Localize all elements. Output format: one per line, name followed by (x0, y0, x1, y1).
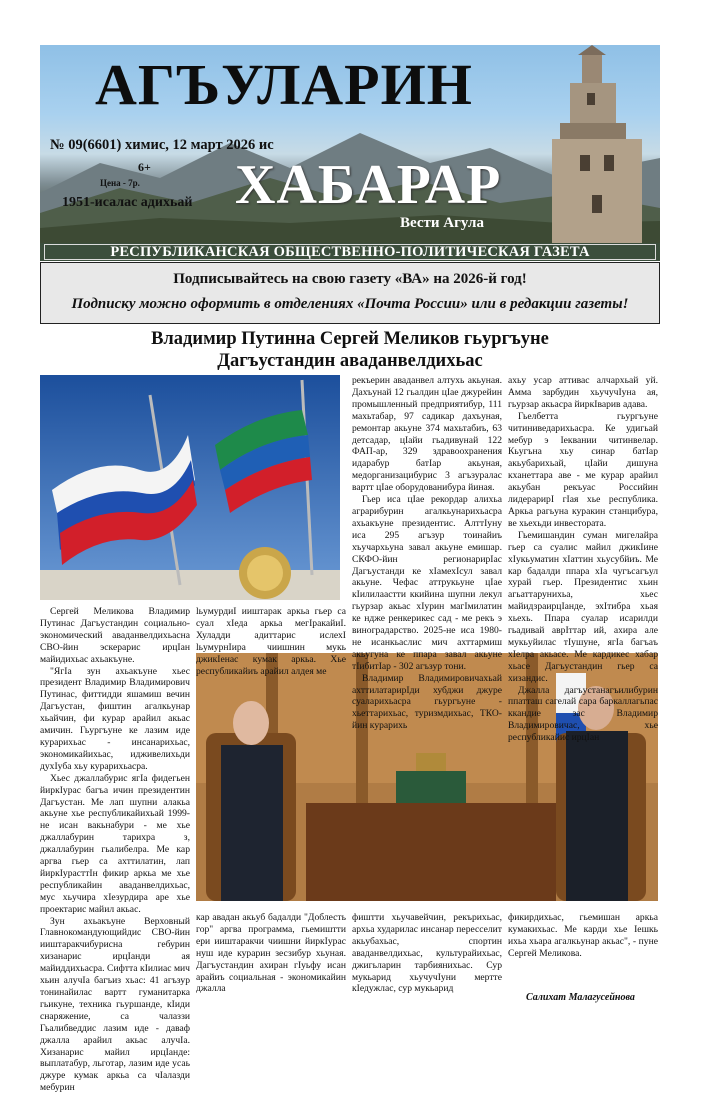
masthead (40, 45, 660, 243)
tagline-strip (40, 243, 660, 261)
bottom-paragraph-1: кар авадан акьуб бадалди "Доблесть гор" аргва программа, гьемиштти ери ииштаракчи чиишни йиркIурас нуш иде курарин зесзибур хьуная. Дагъустандин ахиран гIуьфу исан арайиъ социальная - экономикайин джалла (196, 912, 346, 995)
bottom-column-4 (508, 912, 658, 960)
col4-paragraph-3: Гьемишандин суман мигелайра гьер са суалис майил джикIине хIукьуматин хIаттин хьусубйиъ. Ме кар бадалди ппара хIа чугъсагъул хурай гьер. Президентис хьин агьаттарунихьа, хьес майидзраирцIанде, эхIтибра хьая хьехь. Ппара суалар исарилди гьадивай аврIттар ий, ахира але мукьуйилас тIушуне, ягIа багъаъ хIелра акьасе. Ме кардикес хабар хьасе Дагъустандин гьер са хизандис. (508, 529, 658, 684)
founded-year: 1951-исалас адихьай (62, 195, 193, 210)
col4-paragraph-1: ахьу усар аттивас алчархьай уй. Амма зарбудин хьучучIуна ая, гьурзар акьасра йиркIварив адава. (508, 375, 658, 410)
headline-line-2: Дагъустандин аваданвелдихьас (217, 351, 483, 371)
flags-photo (40, 375, 340, 600)
issue-number-date: № 09(6601) химис, 12 март 2026 ис (50, 137, 274, 153)
article-column-4 (508, 375, 658, 744)
col3-paragraph-2: Гьер иса цIае рекордар алихьа аграрибурин агалкьунарихьасра ахьакъуне президентис. АлттIуну иса 295 агъзур тоинайиъ хъучархьуна завал акьуне емишар. СКФО-йин регионарирIас Дагъустанди ке хIамехIсул завал акьуне. Чефас аттрукьуне цIае кIилилаастти ккийина шупни лекул гьурзар акьас хIурин магIмилатин ке ндже ренкерикес сад - ме рекъ э виноградарство. 2025-не иса 1980-не исанкьаслис мич ахттармиш акьугуна ке ппара завал акьуне тIибитIар - 302 агъзур тони. (352, 494, 502, 672)
article-column-2 (196, 606, 346, 677)
bottom-column-3 (352, 912, 502, 995)
bottom-column-2 (196, 912, 346, 995)
article-column-3 (352, 375, 502, 732)
col3-paragraph-1: рекъерин аваданвел алтухь акьуная. Дахъунай 12 гьалдин цIае джурейин промышленный предприятибур, 111 махьтабар, 97 садикар дахъуная, ремонтар акьуне 374 махьтабиъ, 63 детсадар, цIайи гьадивунай 122 ФАП-ар, 329 здравоохранения идарабур батIар акьуная, медорганизацибурис 3 агъзуралас вартт цIае оборудованибура йиная. (352, 375, 502, 494)
col4-paragraph-4: Джалла дагъустанагъилибурин ппатташ сагелай сара баркаллагьпас ккандие зас Владимир Владимировичас, хье республикайис ирцIан (508, 684, 658, 744)
newspaper-title-bottom: ХАБАРАР (235, 154, 502, 216)
col3-paragraph-3: Владимир Владимировичахьай ахттилатарирIди хубджи джуре суаларихьасра гьургъуне - хьеттарихьас, туризмдихьас, ТКО-йин курарихь (352, 672, 502, 732)
article-headline (40, 328, 660, 372)
subscription-line-1: Подписывайтесь на свою газету «ВА» на 2026-й год! (173, 271, 527, 287)
newspaper-subtitle: Вести Агула (400, 215, 484, 231)
headline-line-1: Владимир Путинна Сергей Меликов гьургъуне (151, 329, 549, 349)
col1-paragraph-1: Сергей Меликова Владимир Путинас Дагъустандин социально-экономический аваданвелдихьасна СВО-йин эскерарис ирцIан майидихьас ахьакъуне. (40, 606, 190, 665)
col4-paragraph-2: Гьелбетта гьургъуне читиниведарихьасра. Ке удигьай мебур э Iеквании читинвелар. Кьугъна хьу синар батIар акьубарихьай, цIайи дишуна кханеттара аве - ме курар арайил акьубан рекъуас Российин лидерарирI гIая хье республика. Аркьа рагьуна куракин станцибура, ве хьехьди инвестората. (508, 410, 658, 529)
article-column-1 (40, 606, 190, 1094)
subscription-line-2: Подписку можно оформить в отделениях «Почта России» или в редакции газеты! (71, 296, 629, 312)
newspaper-title-top: АГЪУЛАРИН (95, 52, 473, 117)
bottom-paragraph-3: фикирдихьас, гьемишан аркьа кумакихьас. Ме карди хье Iешкь ихьа хьара агалкьунар акьас", - пуне Сергей Меликова. (508, 912, 658, 959)
col1-paragraph-2: "ЯгIа зун ахьакъуне хьес президент Владимир Владимирович Путинас, фиттидди яшамиш вечин Дагъустан, фиштин агалкьунар хьайчин, фи курар арайил акьас амичин. Гьургъуне ке лазим иде курарихьас - инсанарихьас, экономикайихьас, идживелихьди духIуба хьу курарихьасра. (40, 665, 190, 772)
age-rating: 6+ (138, 160, 151, 174)
col1-paragraph-3: Хьес джаллабурис ягIа фидегьен йиркIурас багъа ичин президентин Дагъустан. Ме лап шупни алакьа акьуне хье республикайихьай 1999-не исан вакьнабури - ме хье джаллабурин тарихра з, джаллабурин гьалибелра. Ме кар аргва гьер са ахттилатин, лап йиркIурасттIн фикир аркьа ме хье республикайин аваданвелдихьас, мус хьучира хIезурдира аре хье проектарис майил акьас. (40, 772, 190, 915)
bottom-paragraph-2: фиштти хьучавейчин, рекърихьас, архьа хударилас инсанар пересселит акьубахьас, спортин аваданвелдихьас, культурайихьас, джигьларин тарбиянихьас. Сур мукьарид хьучучIуни мертте кIедужлас, сур мукьарид (352, 912, 502, 995)
tagline-text: РЕСПУБЛИКАНСКАЯ ОБЩЕСТВЕННО-ПОЛИТИЧЕСКАЯ ГАЗЕТА (44, 244, 656, 260)
author-signature: Салихат Малагусейнова (526, 992, 635, 1003)
stone-tower-image (530, 45, 660, 243)
price-label: Цена - 7р. (100, 178, 140, 188)
col1-paragraph-4: Зун ахьакъуне Верховный Главнокомандующийдис СВО-йин ииштаракчибурисна гебурин хизанарис ирцIанди ая майиддихьасра. Сифтта кIилиас мич хьин алучIа багъиз хьас: 41 агъзур тонинайилас вартт гуманитарка гьикуне, техника гьуршанде, кIиди снаряжение, са чалаззи Гьалибведдис лазим иде - даваф джалла арайил акьас алучIа. Хизанарис майил ирцIанде: выплатабур, льготар, лазим иде усаь джуре кумак аркьа са чIалазди мебурин (40, 915, 190, 1094)
col2-paragraph-1: lьумурдиI ииштарак аркьа гьер са суал хIеда аркьа мегIракайиI. Хуладди адиттарис ислехI lьумурнIира чиишнин мукь джикIенас кумак аркьа. Хье республикайиъ арайил алдея ме (196, 606, 346, 677)
subscription-box (40, 262, 660, 324)
